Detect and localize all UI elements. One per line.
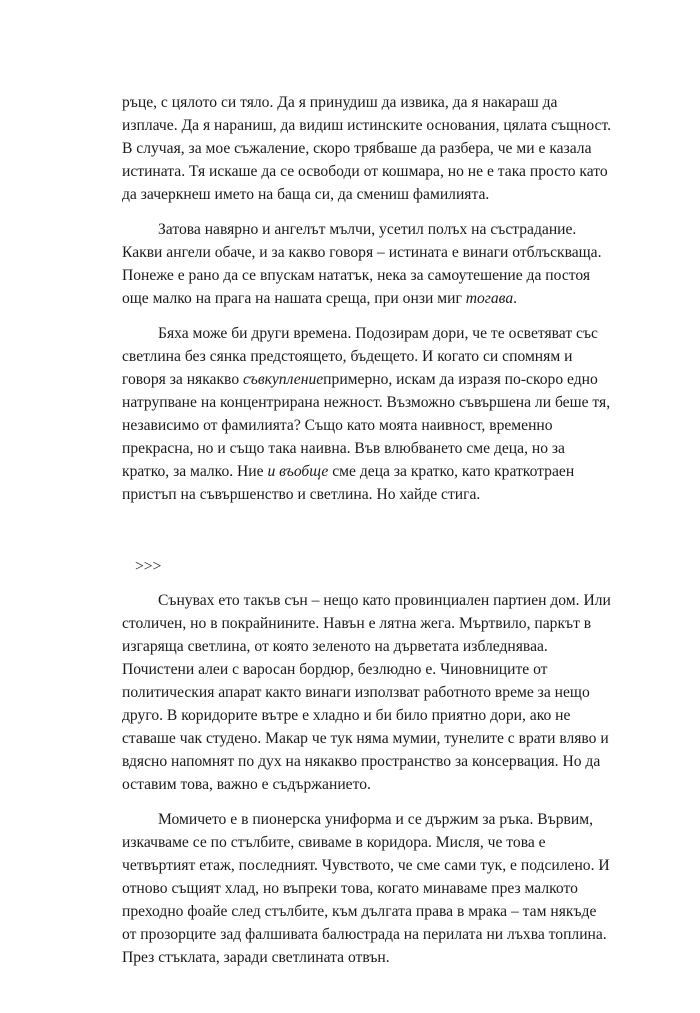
text-line: Какви ангели обаче, и за какво говоря – истината е винаги отблъскваща. [122,244,602,261]
text-line: независимо от фамилията? Също като моята наивност, временно [122,417,553,434]
text-line: През стъклата, заради светлината отвън. [122,949,390,966]
text-line: Понеже е рано да се впускам нататък, нека за самоутешение да постоя [122,267,591,284]
italic-word: съвкупление [243,371,324,388]
text-line: светлина без сянка предстоящето, бъдещето. И когато си спомням и [122,348,573,365]
text-segment: кратко, за малко. Ние [122,463,268,480]
italic-word: тогава [465,290,514,307]
text-line: Почистени алеи с варосан бордюр, безлюдно е. Чиновниците от [122,661,548,678]
text-line: четвъртият етаж, последният. Чувството, че сме сами тук, е подсилено. И [122,857,610,874]
paragraph-1 [122,91,612,206]
text-line: изкачваме се по стълбите, свиваме в коридора. Мисля, че това е [122,834,546,851]
text-line: оставим това, важно е съдържанието. [122,776,371,793]
text-line: пристъп на съвършенство и светлина. Но хайде стига. [122,486,481,503]
text-line: отново същият хлад, но въпреки това, когато минаваме през малкото [122,880,578,897]
text-line: Сънувах ето такъв сън – нещо като провинциален партиен дом. Или [158,592,611,609]
text-line: В случая, за мое съжаление, скоро трябваше да разбера, че ми е казала [122,140,592,157]
paragraph-3 [122,322,611,506]
text-line: ставаше чак студено. Макар че тук няма мумии, тунелите с врати вляво и [122,730,609,747]
text-line: истината. Тя искаше да се освободи от кошмара, но не е така просто като [122,163,608,180]
text-line: изплаче. Да я нараниш, да видиш истинските основания, цялата същност. [122,117,612,134]
text-line: натрупване на концентрирана нежност. Възможно съвършена ли беше тя, [122,394,611,411]
text-line: изгаряща светлина, от която зеленото на дърветата избледняваа. [122,638,548,655]
text-line: друго. В коридорите вътре е хладно и би било приятно дори, ако не [122,707,571,724]
text-segment: . [513,290,518,307]
italic-word: и въобще [267,463,329,480]
text-line: прекрасна, но и също така наивна. Във влюбването сме деца, но за [122,440,565,457]
text-line [122,287,584,310]
paragraph-2 [122,218,602,310]
text-line: ръце, с цялото си тяло. Да я принудиш да извика, да я накараш да [122,94,558,111]
text-line: да зачеркнеш името на баща си, да смениш фамилията. [122,186,490,203]
paragraph-4 [122,589,611,796]
text-line: столичен, но в покрайнините. Навън е лятна жега. Мъртвило, паркът в [122,615,592,632]
text-column [122,91,612,981]
paragraph-5 [122,808,610,969]
text-segment: говоря за някакво [122,371,244,388]
text-segment: примерно, искам да изразя по-скоро едно [323,371,598,388]
text-line: вдясно напомнят по дух на някакво пространство за консервация. Но да [122,753,601,770]
text-line [122,368,598,391]
text-line: политическия апарат както винаги използват работното време за нещо [122,684,590,701]
text-line [122,460,584,483]
text-segment: още малко на прага на нашата среща, при онзи миг [122,290,466,307]
text-line: преходно фоайе след стълбите, към дългата права в мрака – там някъде [122,903,597,920]
text-line: от прозорците зад фалшивата балюстрада на перилата ни лъхва топлина. [122,926,607,943]
text-line: Затова навярно и ангелът мълчи, усетил полъх на състрадание. [158,221,577,238]
text-segment: сме деца за кратко, като краткотраен [328,463,575,480]
text-line: Момичето е в пионерска униформа и се държим за ръка. Вървим, [158,811,593,828]
text-line: Бяха може би други времена. Подозирам дори, че те осветяват със [158,325,598,342]
section-separator: >>> [135,558,162,575]
